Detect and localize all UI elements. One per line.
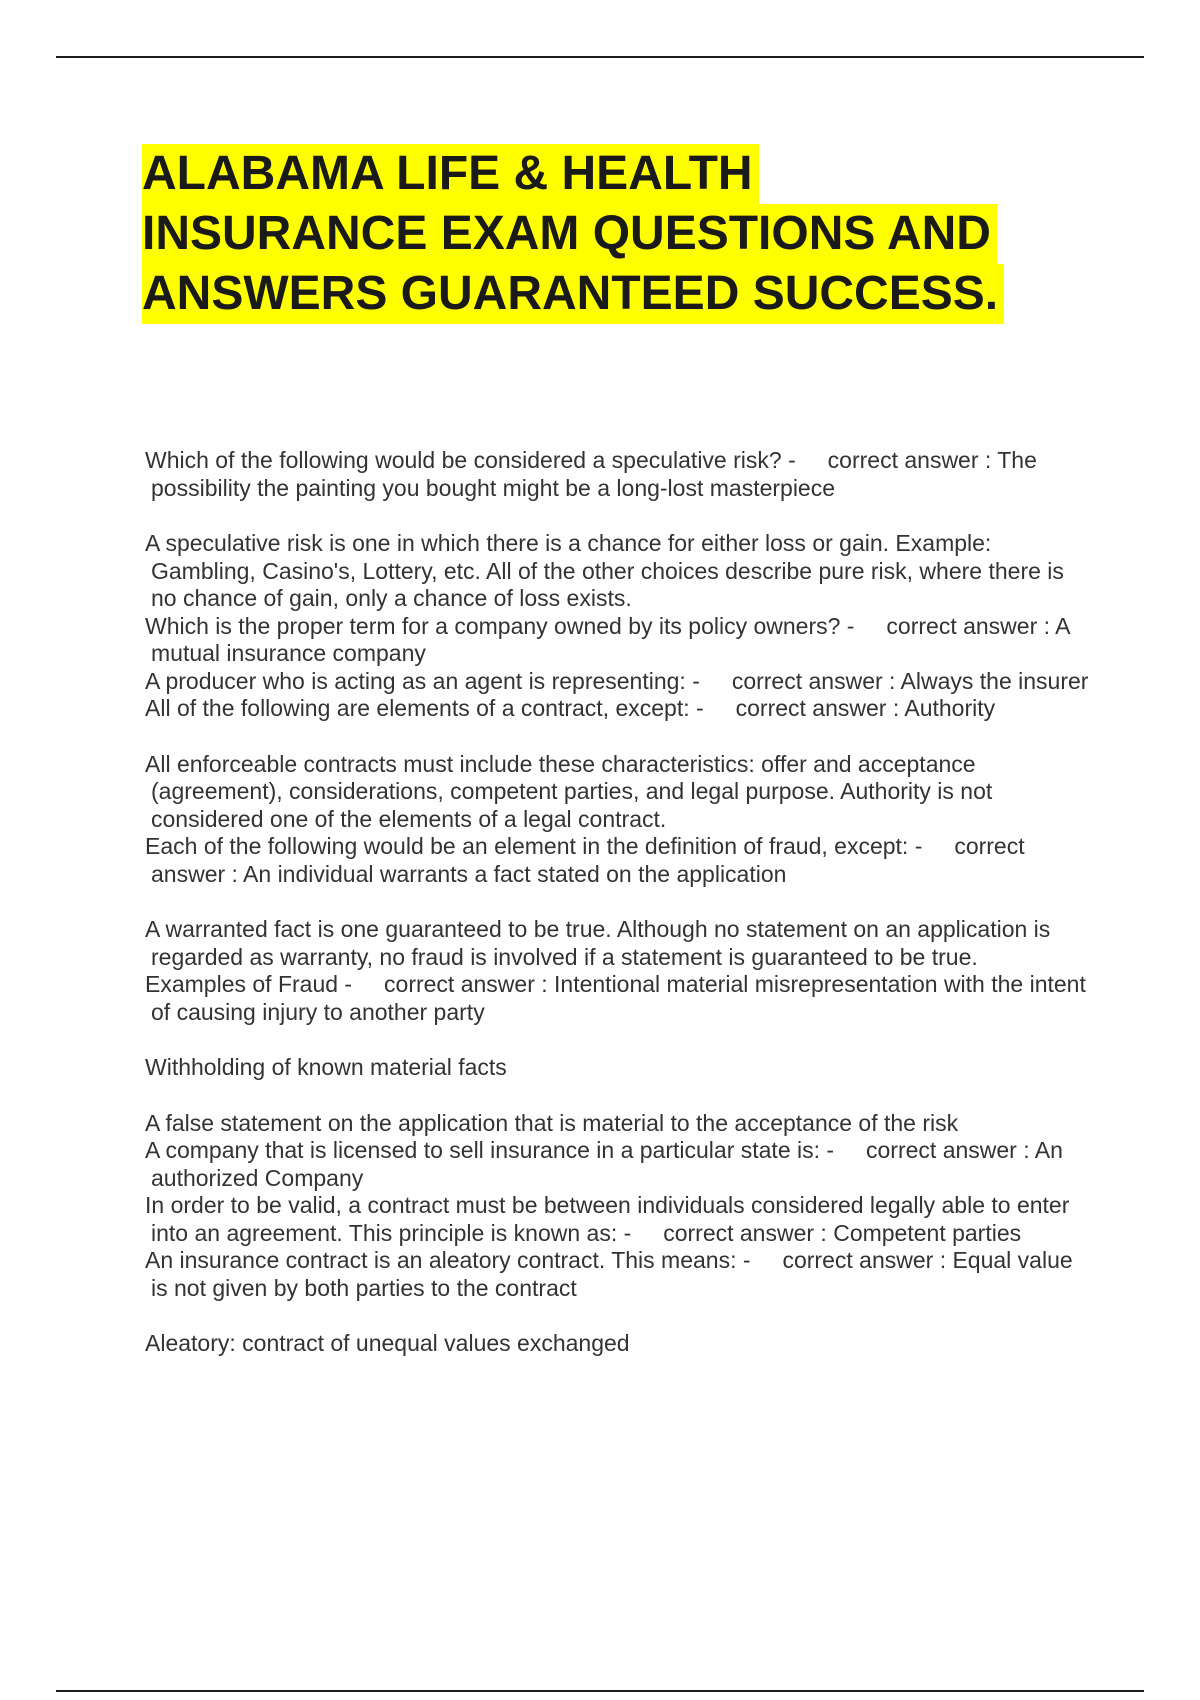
body-paragraph: A producer who is acting as an agent is representing: - correct answer : Always the insurer — [145, 667, 1089, 694]
body-paragraph: Which of the following would be considered a speculative risk? - correct answer : The possibility the painting you bought might be a long-lost masterpiece — [145, 447, 1044, 501]
paragraph-gap — [145, 888, 1095, 916]
body-paragraph: Examples of Fraud - correct answer : Intentional material misrepresentation with the intent of causing injury to another party — [145, 971, 1093, 1025]
document-title — [142, 144, 1102, 324]
bottom-rule — [56, 1690, 1144, 1692]
body-paragraph: A speculative risk is one in which there is a chance for either loss or gain. Example: Gambling, Casino's, Lottery, etc. All of the other choices describe pure risk, where there is no chance of gain, only a chance of loss exists. — [145, 530, 1071, 611]
body-paragraph: A company that is licensed to sell insurance in a particular state is: - correct answer : An authorized Company — [145, 1137, 1070, 1191]
document-body — [145, 447, 1095, 1358]
title-line-3: ANSWERS GUARANTEED SUCCESS. — [142, 264, 1004, 324]
body-paragraph: All enforceable contracts must include these characteristics: offer and acceptance (agreement), considerations, competent parties, and legal purpose. Authority is not considered one of the elements of a legal contract. — [145, 750, 999, 832]
body-paragraph: A false statement on the application that is material to the acceptance of the risk — [145, 1109, 959, 1136]
body-paragraph: Withholding of known material facts — [145, 1054, 507, 1080]
body-paragraph: A warranted fact is one guaranteed to be true. Although no statement on an application is regarded as warranty, no fraud is involved if a statement is guaranteed to be true. — [145, 916, 1057, 970]
paragraph-gap — [145, 1302, 1095, 1330]
body-paragraph: An insurance contract is an aleatory contract. This means: - correct answer : Equal value is not given by both parties to the contract — [145, 1247, 1080, 1301]
title-line-1: ALABAMA LIFE & HEALTH — [142, 144, 759, 204]
title-line-2: INSURANCE EXAM QUESTIONS AND — [142, 204, 997, 264]
body-paragraph: In order to be valid, a contract must be between individuals considered legally able to enter into an agreement. This principle is known as: - correct answer : Competent parties — [145, 1192, 1076, 1246]
top-rule — [56, 56, 1144, 58]
paragraph-gap — [145, 1026, 1095, 1054]
body-paragraph: Each of the following would be an element in the definition of fraud, except: - correct answer : An individual warrants a fact stated on the application — [145, 833, 1032, 887]
paragraph-gap — [145, 1082, 1095, 1110]
body-paragraph: All of the following are elements of a contract, except: - correct answer : Authority — [145, 695, 996, 721]
body-paragraph: Which is the proper term for a company owned by its policy owners? - correct answer : A mutual insurance company — [145, 612, 1076, 666]
paragraph-gap — [145, 723, 1095, 751]
body-paragraph: Aleatory: contract of unequal values exchanged — [145, 1330, 630, 1356]
paragraph-gap — [145, 502, 1095, 530]
